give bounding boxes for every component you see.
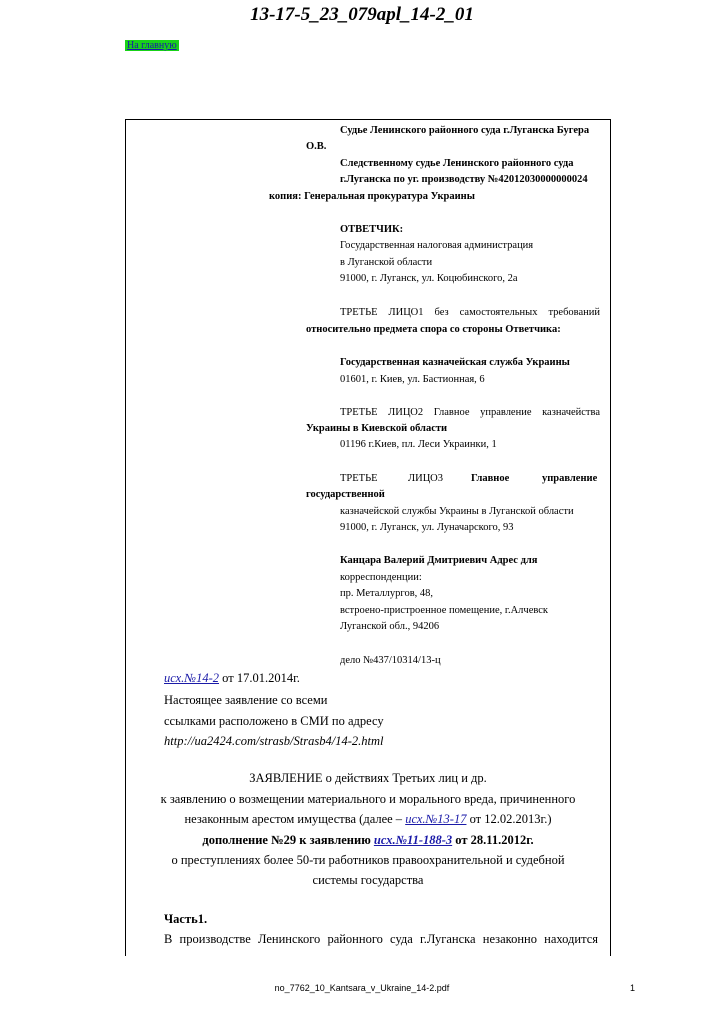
body-paragraph-1: В производстве Ленинского районного суда г.Луганска незаконно находится <box>164 932 598 946</box>
third-party-3-line-2: государственной <box>306 489 385 500</box>
third-party-2-line-1: ТРЕТЬЕ ЛИЦО2 Главное управление казначейства <box>340 407 600 418</box>
third-party-2-address: 01196 г.Киев, пл. Леси Украинки, 1 <box>340 439 497 450</box>
footer-page-number: 1 <box>630 983 636 993</box>
document-id-heading: 13-17-5_23_079apl_14-2_01 <box>250 4 474 25</box>
third-party-3-address: 91000, г. Луганск, ул. Луначарского, 93 <box>340 522 514 533</box>
third-party-3-line-3: казначейской службы Украины в Луганской области <box>340 506 574 517</box>
third-party-1-name: Государственная казначейская служба Украины <box>340 357 570 368</box>
outgoing-reference-link[interactable]: исх.№14-2 <box>164 671 220 685</box>
addressee-line-2: О.В. <box>306 141 327 152</box>
plaintiff-line-5: Луганской обл., 94206 <box>340 621 440 632</box>
outgoing-note-2: ссылками расположено в СМИ по адресу <box>164 714 384 728</box>
title-line-6: системы государства <box>312 873 424 887</box>
addressee-line-4: г.Луганска по уг. производству №42012030000000024 <box>340 174 588 185</box>
plaintiff-name: Канцара Валерий Дмитриевич Адрес для <box>340 555 538 566</box>
third-party-3-word-3: Главное <box>471 473 510 484</box>
footer-filename: no_7762_10_Kantsara_v_Ukraine_14-2.pdf <box>274 983 450 993</box>
title-line-1: ЗАЯВЛЕНИЕ о действиях Третьих лиц и др. <box>249 771 487 785</box>
third-party-1-intro-2: относительно предмета спора со стороны Ответчика: <box>306 324 561 335</box>
title-reference-link-1[interactable]: исх.№13-17 <box>405 812 467 826</box>
third-party-3-word-2: ЛИЦО3 <box>408 473 443 484</box>
respondent-line-3: 91000, г. Луганск, ул. Коцюбинского, 2а <box>340 273 518 284</box>
part-heading: Часть1. <box>164 912 208 926</box>
title-line-5: о преступлениях более 50-ти работников правоохранительной и судебной <box>171 853 565 867</box>
home-link[interactable]: На главную <box>127 40 177 51</box>
title-line-2: к заявлению о возмещении материального и морального вреда, причиненного <box>160 792 576 806</box>
addressee-line-3: Следственному судье Ленинского районного суда <box>340 158 574 169</box>
title-line-4 <box>126 833 610 848</box>
third-party-3-word-4: управление <box>542 473 598 484</box>
plaintiff-line-3: пр. Металлургов, 48, <box>340 588 434 599</box>
third-party-2-line-2: Украины в Киевской области <box>306 423 448 434</box>
addressee-copy: копия: Генеральная прокуратура Украины <box>269 191 475 202</box>
title-line-3-post: от 12.02.2013г.) <box>469 812 552 826</box>
third-party-1-address: 01601, г. Киев, ул. Бастионная, 6 <box>340 374 485 385</box>
document-page <box>125 119 611 956</box>
respondent-line-1: Государственная налоговая администрация <box>340 240 534 251</box>
addressee-line-1: Судье Ленинского районного суда г.Луганска Бугера <box>340 125 590 136</box>
plaintiff-line-2: корреспонденции: <box>340 572 422 583</box>
third-party-3-word-1: ТРЕТЬЕ <box>340 473 378 484</box>
title-line-3 <box>126 812 610 827</box>
plaintiff-line-4: встроено-пристроенное помещение, г.Алчевск <box>340 605 549 616</box>
case-number: дело №437/10314/13-ц <box>340 655 441 666</box>
outgoing-url[interactable]: http://ua2424.com/strasb/Strasb4/14-2.html <box>164 734 384 748</box>
outgoing-reference-date: от 17.01.2014г. <box>222 671 300 685</box>
title-line-3-pre: незаконным арестом имущества (далее – <box>184 812 403 826</box>
respondent-label: ОТВЕТЧИК: <box>340 224 404 235</box>
title-line-4-pre: дополнение №29 к заявлению <box>202 833 371 847</box>
outgoing-reference <box>164 671 300 686</box>
third-party-1-intro-1: ТРЕТЬЕ ЛИЦО1 без самостоятельных требований <box>340 307 600 318</box>
title-line-4-post: от 28.11.2012г. <box>455 833 534 847</box>
title-reference-link-2[interactable]: исх.№11-188-3 <box>373 833 453 847</box>
respondent-line-2: в Луганской области <box>340 257 433 268</box>
outgoing-note-1: Настоящее заявление со всеми <box>164 693 328 707</box>
